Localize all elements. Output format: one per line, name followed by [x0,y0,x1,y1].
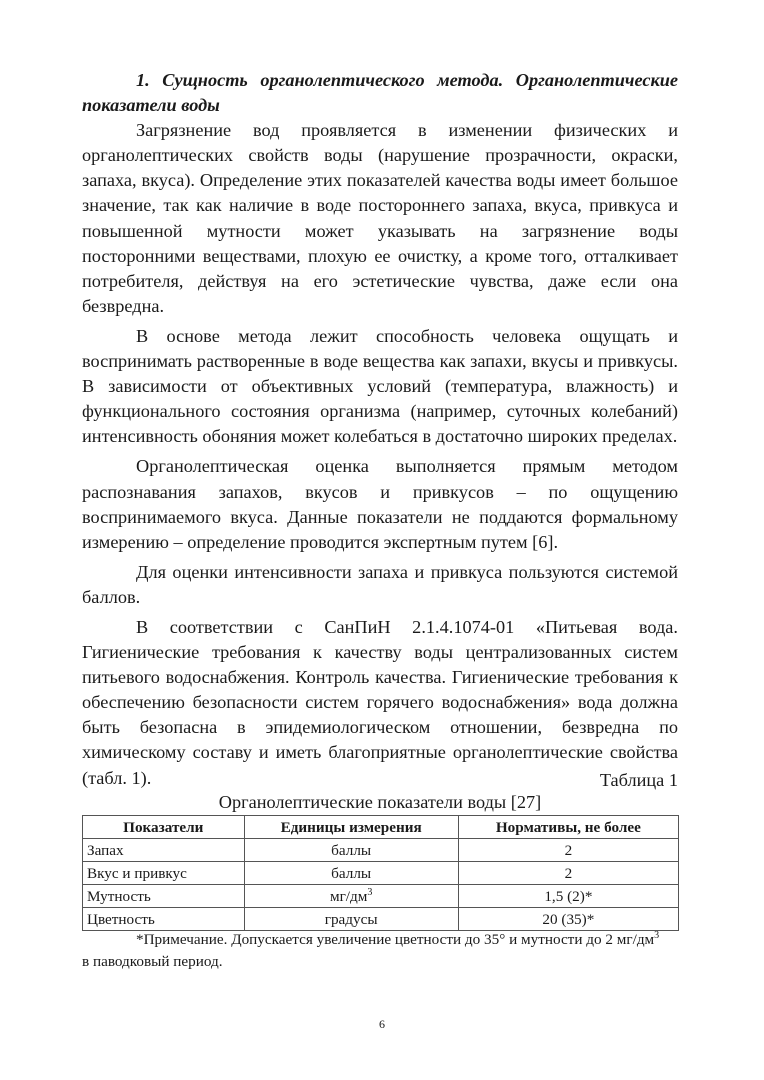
indicator-cell: Запах [83,839,245,862]
paragraph: Загрязнение вод проявляется в изменении физических и органолептических свойств воды (нарушение прозрачности, окраски, запаха, вкуса). Определение этих показателей качества воды имеет большое значение, так как наличие в воде постороннего запаха, вкуса, привкуса и повышенной мутности может указывать на загрязнение воды посторонними веществами, плохую ее очистку, а кроме того, отталкивает потребителя, действуя на его эстетические чувства, даже если она безвредна. [82,120,678,316]
table-row [83,862,679,885]
indicator-cell: Мутность [83,885,245,908]
unit-superscript: 3 [367,886,373,898]
unit-text: мг/дм [329,887,368,905]
table-header-row [83,816,679,839]
body-text [82,68,678,791]
norm-cell: 1,5 (2)* [458,885,678,908]
table-row [83,908,679,931]
paragraph: Для оценки интенсивности запаха и привкуса пользуются системой баллов. [82,561,678,607]
unit-cell: баллы [244,839,458,862]
table-label: Таблица 1 [599,770,678,790]
note-superscript: 3 [654,930,660,941]
indicator-cell: Вкус и привкус [83,862,245,885]
unit-cell: баллы [244,862,458,885]
column-header: Показатели [83,816,245,839]
page-number: 6 [379,1017,385,1031]
paragraph: Органолептическая оценка выполняется прямым методом распознавания запахов, вкусов и привкусов – по ощущению воспринимаемого вкуса. Данные показатели не поддаются формальному измерению – определение проводится экспертным путем [6]. [82,456,678,552]
note-text: *Примечание. Допускается увеличение цветности до 35° и мутности до 2 мг/дм [136,931,655,948]
note-line [82,929,678,951]
column-header: Единицы измерения [244,816,458,839]
unit-cell: градусы [244,908,458,931]
indicator-cell: Цветность [83,908,245,931]
table-note [82,929,678,973]
norm-cell: 2 [458,839,678,862]
unit-cell [244,885,458,908]
table-row [83,885,679,908]
section-heading: 1. Сущность органолептического метода. Органолептические показатели воды [82,70,678,116]
table-row [83,839,679,862]
table-title: Органолептические показатели воды [27] [218,792,542,812]
paragraph: В основе метода лежит способность человека ощущать и воспринимать растворенные в воде вещества как запахи, вкусы и привкусы. В зависимости от объективных условий (температура, влажность) и функционального состояния организма (например, суточных колебаний) интенсивность обоняния может колебаться в достаточно широких пределах. [82,325,678,447]
indicators-table [82,815,679,931]
norm-cell: 20 (35)* [458,908,678,931]
norm-cell: 2 [458,862,678,885]
paragraph: В соответствии с СанПиН 2.1.4.1074-01 «Питьевая вода. Гигиенические требования к качеству воды централизованных систем питьевого водоснабжения. Контроль качества. Гигиенические требования к обеспечению безопасности систем горячего водоснабжения» вода должна быть безопасна в эпидемиологическом отношении, безвредна по химическому составу и иметь благоприятные органолептические свойства (табл. 1). [82,616,678,788]
note-tail: в паводковый период. [82,953,223,970]
column-header: Нормативы, не более [458,816,678,839]
